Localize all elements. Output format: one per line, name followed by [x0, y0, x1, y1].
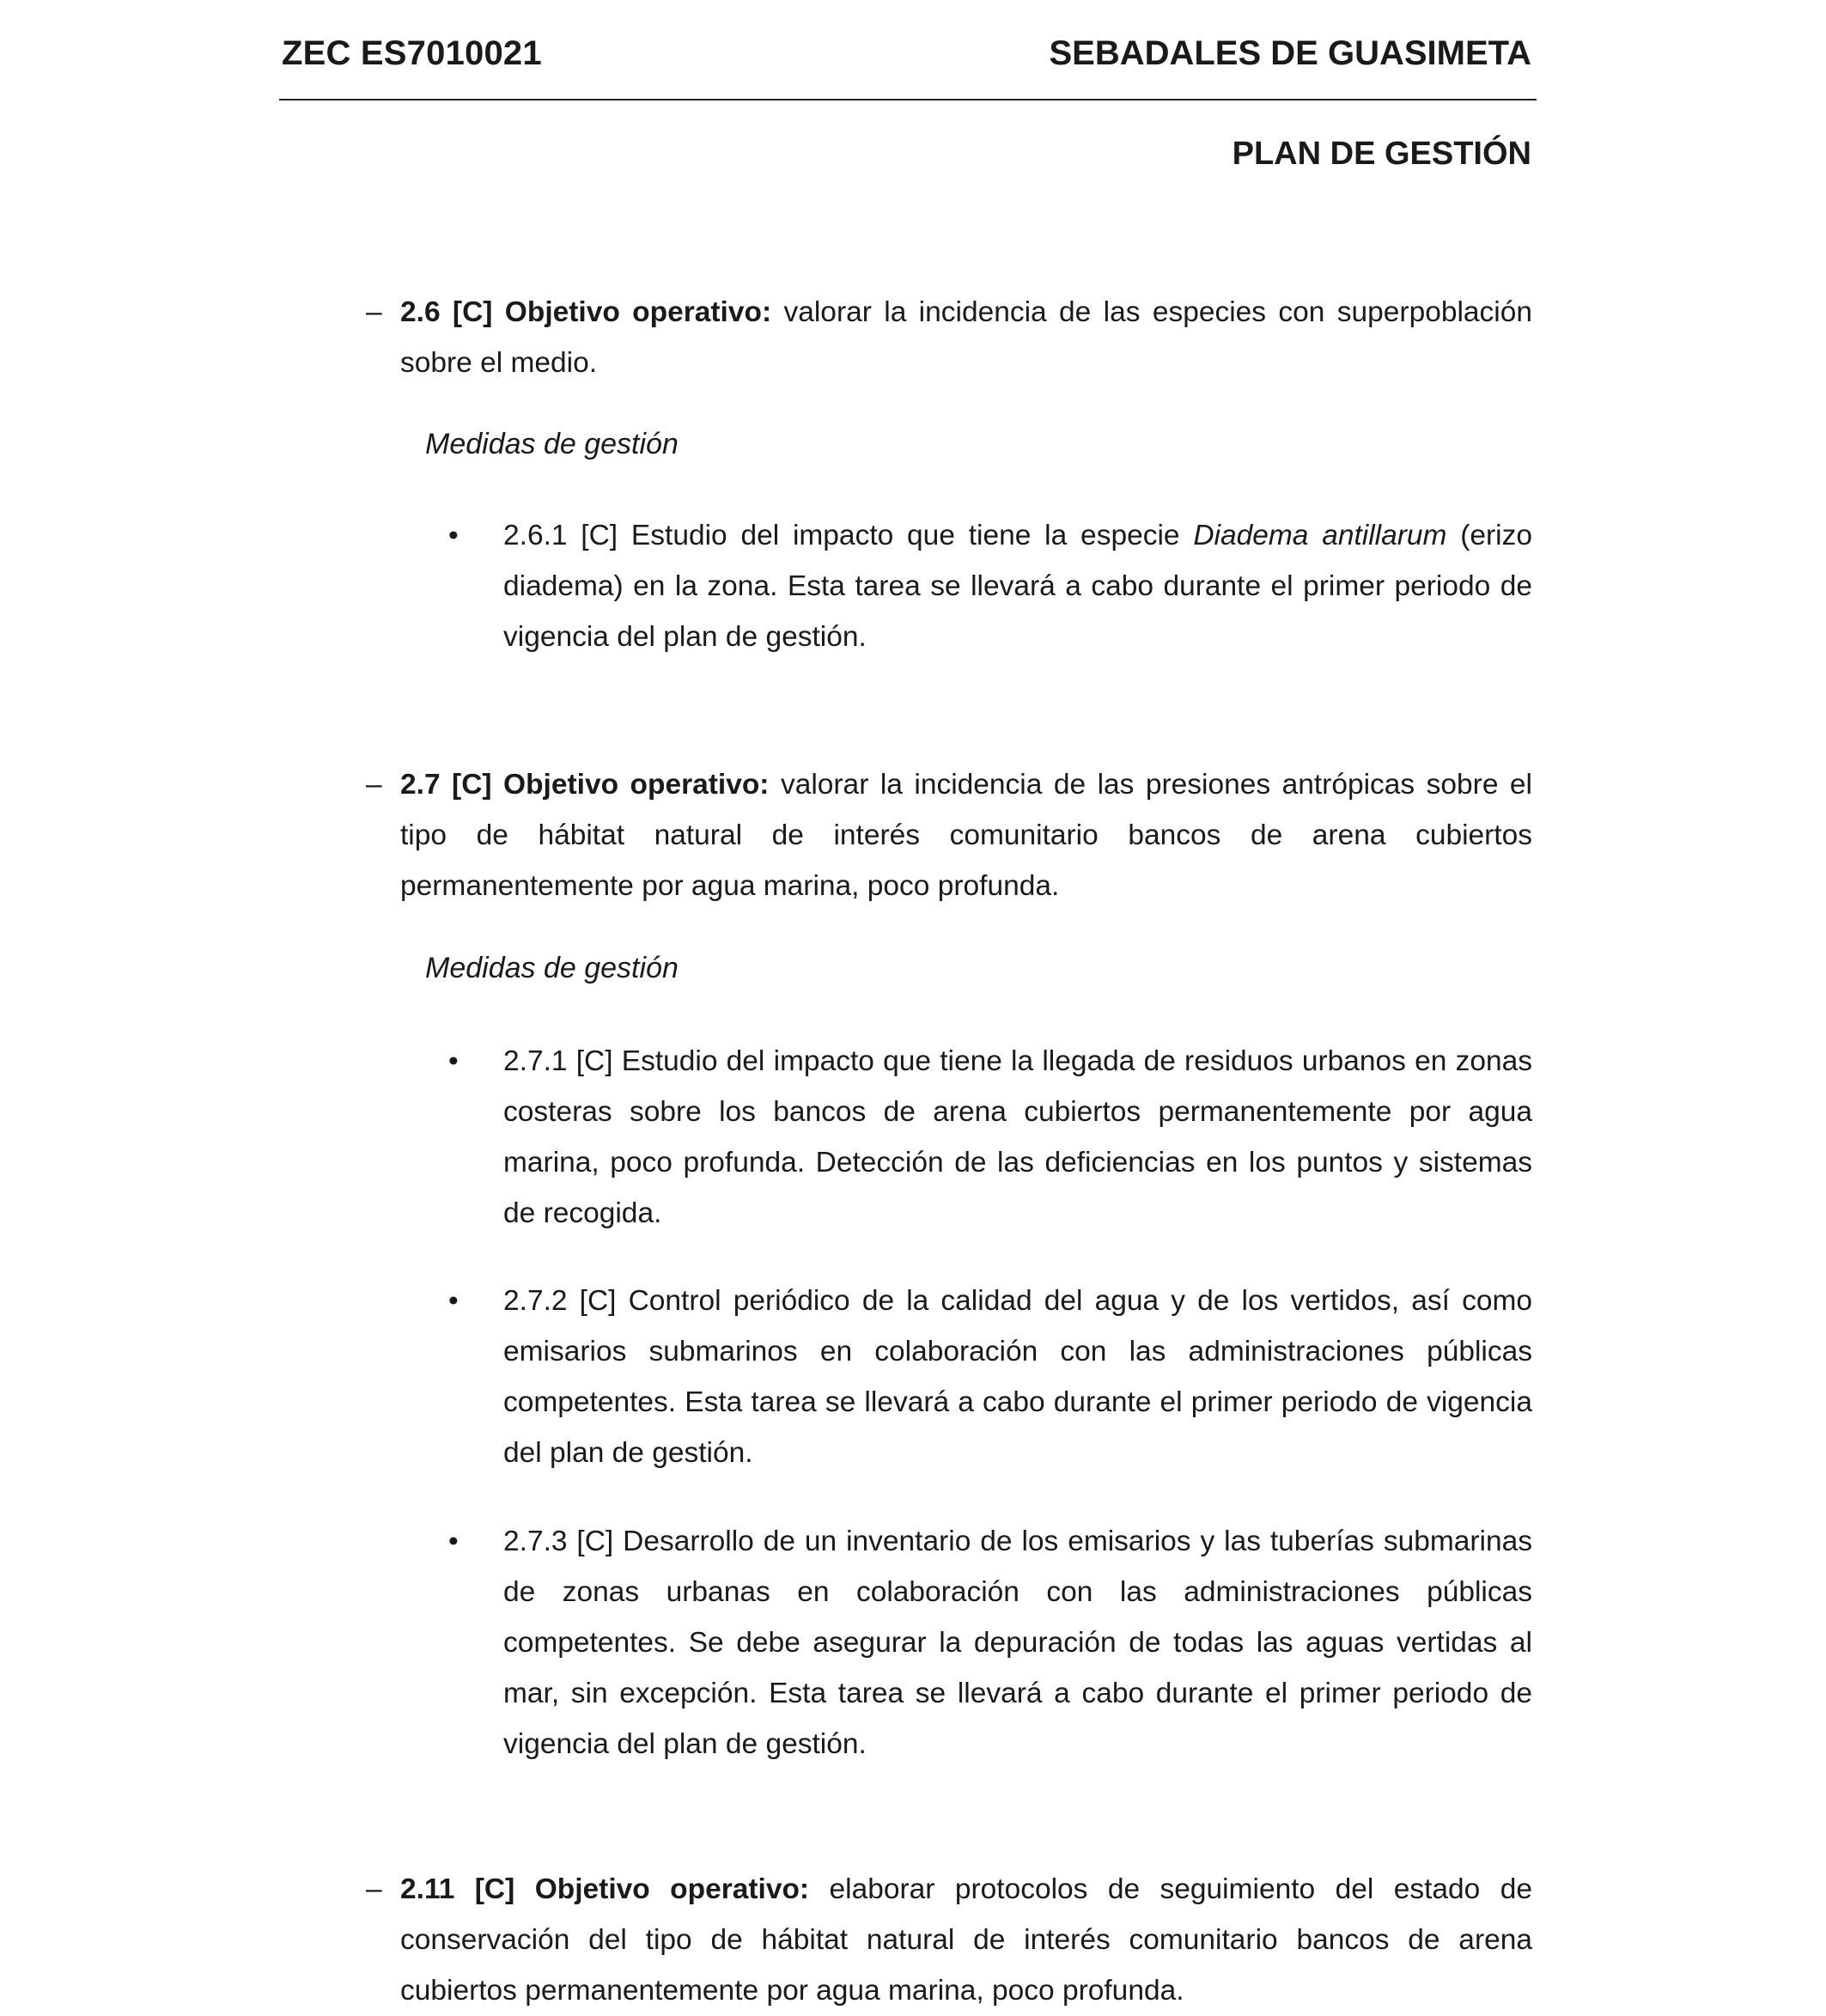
objective-label: 2.7 [C] Objetivo operativo: — [400, 769, 770, 801]
objective-2-11 — [366, 1864, 1532, 2016]
species-name: Diadema antillarum — [1193, 520, 1447, 551]
header-site-code: ZEC ES7010021 — [282, 34, 542, 72]
dash-marker: – — [366, 1873, 382, 1905]
objective-text: valorar la incidencia de las especies con superpoblación sobre el medio. — [400, 296, 1533, 379]
measure-2-6-1 — [448, 510, 1532, 662]
measure-text-end: (erizo diadema) en la zona. Esta tarea se llevará a cabo durante el primer periodo de vigencia del plan de gestión. — [503, 520, 1532, 653]
measure-2-7-1 — [448, 1036, 1532, 1239]
objective-label: 2.6 [C] Objetivo operativo: — [400, 296, 772, 328]
dash-marker: – — [366, 769, 382, 801]
bullet-icon: • — [448, 1045, 459, 1077]
measure-text: 2.7.3 [C] Desarrollo de un inventario de los emisarios y las tuberías submarinas de zonas urbanas en colaboración con las administraciones públicas competentes. Se debe asegurar la depuración de todas las aguas vertidas al mar, sin excepción. Esta tarea se llevará a cabo durante el primer periodo de vigencia del plan de gestión. — [503, 1526, 1532, 1760]
measure-2-7-2 — [448, 1276, 1532, 1478]
measures-heading: Medidas de gestión — [425, 952, 679, 984]
measures-heading: Medidas de gestión — [425, 428, 679, 460]
measure-text-start: 2.6.1 [C] Estudio del impacto que tiene la especie — [503, 520, 1194, 551]
document-subtitle: PLAN DE GESTIÓN — [1232, 136, 1531, 172]
objective-text: elaborar protocolos de seguimiento del estado de conservación del tipo de hábitat natural de interés comunitario bancos de arena cubiertos permanentemente por agua marina, poco profunda. — [400, 1873, 1532, 2007]
objective-2-6 — [366, 287, 1533, 388]
header-site-name: SEBADALES DE GUASIMETA — [1049, 34, 1531, 72]
bullet-icon: • — [448, 520, 459, 551]
bullet-icon: • — [448, 1526, 459, 1557]
objective-label: 2.11 [C] Objetivo operativo: — [400, 1873, 810, 1905]
measure-text: 2.7.1 [C] Estudio del impacto que tiene la llegada de residuos urbanos en zonas costeras sobre los bancos de arena cubiertos permanentemente por agua marina, poco profunda. Detección de las deficiencias en los puntos y sistemas de recogida. — [503, 1045, 1532, 1229]
objective-2-7 — [366, 759, 1532, 911]
objective-text: valorar la incidencia de las presiones antrópicas sobre el tipo de hábitat natural de interés comunitario bancos de arena cubiertos permanentemente por agua marina, poco profunda. — [400, 769, 1532, 902]
bullet-icon: • — [448, 1285, 459, 1317]
header-divider — [279, 99, 1537, 100]
measure-2-7-3 — [448, 1516, 1532, 1769]
dash-marker: – — [366, 296, 382, 328]
measure-text: 2.7.2 [C] Control periódico de la calidad del agua y de los vertidos, así como emisarios submarinos en colaboración con las administraciones públicas competentes. Esta tarea se llevará a cabo durante el primer periodo de vigencia del plan de gestión. — [503, 1285, 1532, 1469]
